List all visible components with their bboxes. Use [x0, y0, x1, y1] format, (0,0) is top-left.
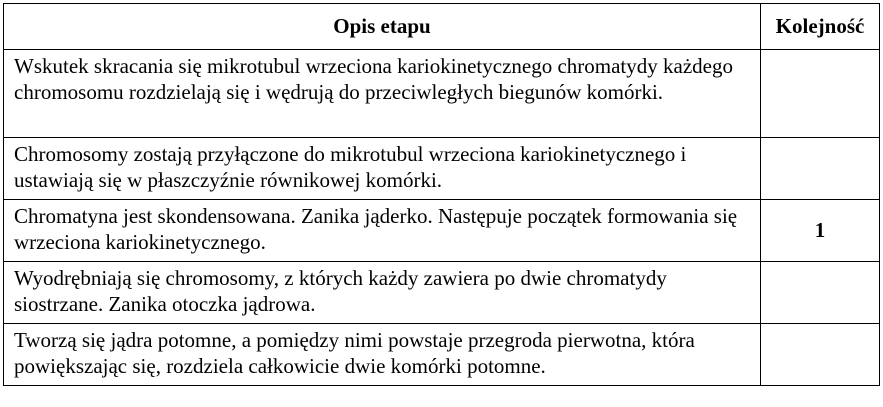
stage-description-cell: Wyodrębniają się chromosomy, z których każdy zawiera po dwie chromatydy siostrzane. Zanika otoczka jądrowa. [4, 262, 761, 324]
table-header [4, 4, 880, 50]
order-cell[interactable] [761, 50, 880, 138]
stage-description-cell: Wskutek skracania się mikrotubul wrzeciona kariokinetycznego chromatydy każdego chromosomu rozdzielają się i wędrują do przeciwległych biegunów komórki. [4, 50, 761, 138]
order-cell[interactable]: 1 [761, 200, 880, 262]
table-body [4, 50, 880, 386]
order-cell[interactable] [761, 138, 880, 200]
order-cell[interactable] [761, 324, 880, 386]
order-cell[interactable] [761, 262, 880, 324]
table-row [4, 138, 880, 200]
table-row [4, 50, 880, 138]
stage-description-cell: Chromosomy zostają przyłączone do mikrotubul wrzeciona kariokinetycznego i ustawiają się w płaszczyźnie równikowej komórki. [4, 138, 761, 200]
stage-description-cell: Tworzą się jądra potomne, a pomiędzy nimi powstaje przegroda pierwotna, która powiększając się, rozdziela całkowicie dwie komórki potomne. [4, 324, 761, 386]
table-row [4, 200, 880, 262]
column-header-order: Kolejność [761, 4, 880, 50]
header-row [4, 4, 880, 50]
stage-description-cell: Chromatyna jest skondensowana. Zanika jąderko. Następuje początek formowania się wrzeciona kariokinetycznego. [4, 200, 761, 262]
table-row [4, 324, 880, 386]
table-row [4, 262, 880, 324]
stages-table [3, 3, 880, 386]
column-header-description: Opis etapu [4, 4, 761, 50]
